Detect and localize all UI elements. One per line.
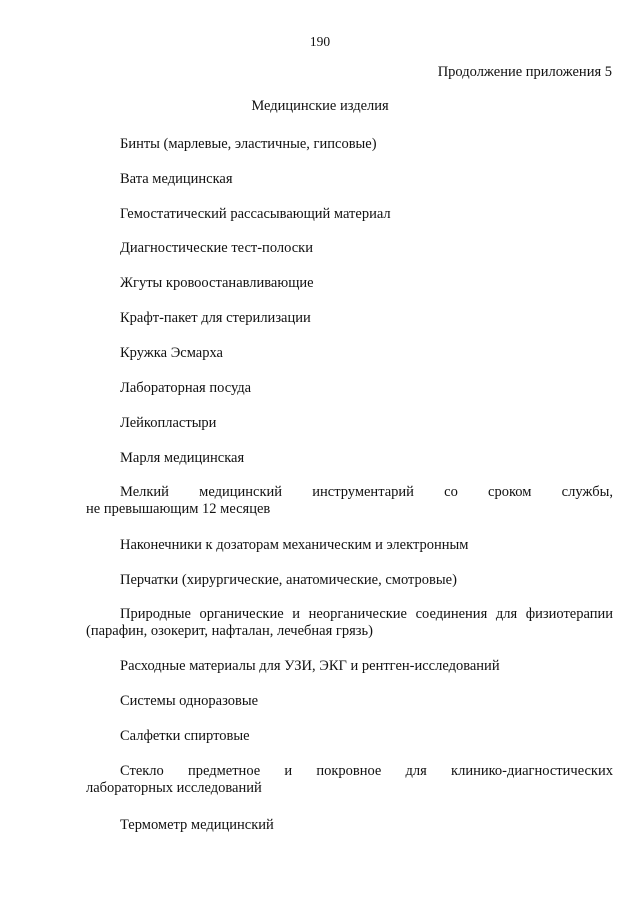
list-item <box>86 275 613 292</box>
list-item <box>86 763 613 797</box>
list-item <box>86 206 613 223</box>
list-item <box>86 606 613 640</box>
list-item-continuation: лабораторных исследований <box>86 780 262 796</box>
list-item-text: Стекло предметное и покровное для клинико-диагностических <box>120 763 613 779</box>
list-item <box>86 537 613 554</box>
section-title: Медицинские изделия <box>251 98 389 114</box>
list-item-text: Жгуты кровоостанавливающие <box>120 275 314 291</box>
list-item <box>86 310 613 327</box>
list-item <box>86 450 613 467</box>
list-item-text: Термометр медицинский <box>120 817 274 833</box>
list-item <box>86 572 613 589</box>
list-item <box>86 693 613 710</box>
list-item <box>86 415 613 432</box>
list-item <box>86 484 613 518</box>
list-item <box>86 136 613 153</box>
list-item-text: Лейкопластыри <box>120 415 217 431</box>
list-item-text: Салфетки спиртовые <box>120 728 250 744</box>
list-item <box>86 240 613 257</box>
list-item-continuation: (парафин, озокерит, нафталан, лечебная грязь) <box>86 623 373 639</box>
list-item <box>86 380 613 397</box>
list-item-text: Природные органические и неорганические соединения для физиотерапии <box>120 606 613 622</box>
list-item-continuation: не превышающим 12 месяцев <box>86 501 271 517</box>
list-item <box>86 171 613 188</box>
list-item <box>86 728 613 745</box>
list-item-text: Расходные материалы для УЗИ, ЭКГ и рентген-исследований <box>120 658 500 674</box>
list-item-text: Системы одноразовые <box>120 693 259 709</box>
list-item-text: Крафт-пакет для стерилизации <box>120 310 311 326</box>
list-item-text: Мелкий медицинский инструментарий со сроком службы, <box>120 484 613 500</box>
list-item-text: Лабораторная посуда <box>120 380 252 396</box>
page-number: 190 <box>309 34 331 49</box>
list-item-text: Наконечники к дозаторам механическим и электронным <box>120 537 469 553</box>
list-item-text: Гемостатический рассасывающий материал <box>120 206 391 222</box>
appendix-label: Продолжение приложения 5 <box>437 64 612 80</box>
list-item-text: Бинты (марлевые, эластичные, гипсовые) <box>120 136 377 152</box>
list-item-text: Кружка Эсмарха <box>120 345 223 361</box>
list-item-text: Перчатки (хирургические, анатомические, смотровые) <box>120 572 457 588</box>
list-item-text: Марля медицинская <box>120 450 245 466</box>
list-item-text: Вата медицинская <box>120 171 233 187</box>
list-item-text: Диагностические тест-полоски <box>120 240 313 256</box>
list-item <box>86 658 613 675</box>
list-item <box>86 345 613 362</box>
list-item <box>86 817 613 834</box>
